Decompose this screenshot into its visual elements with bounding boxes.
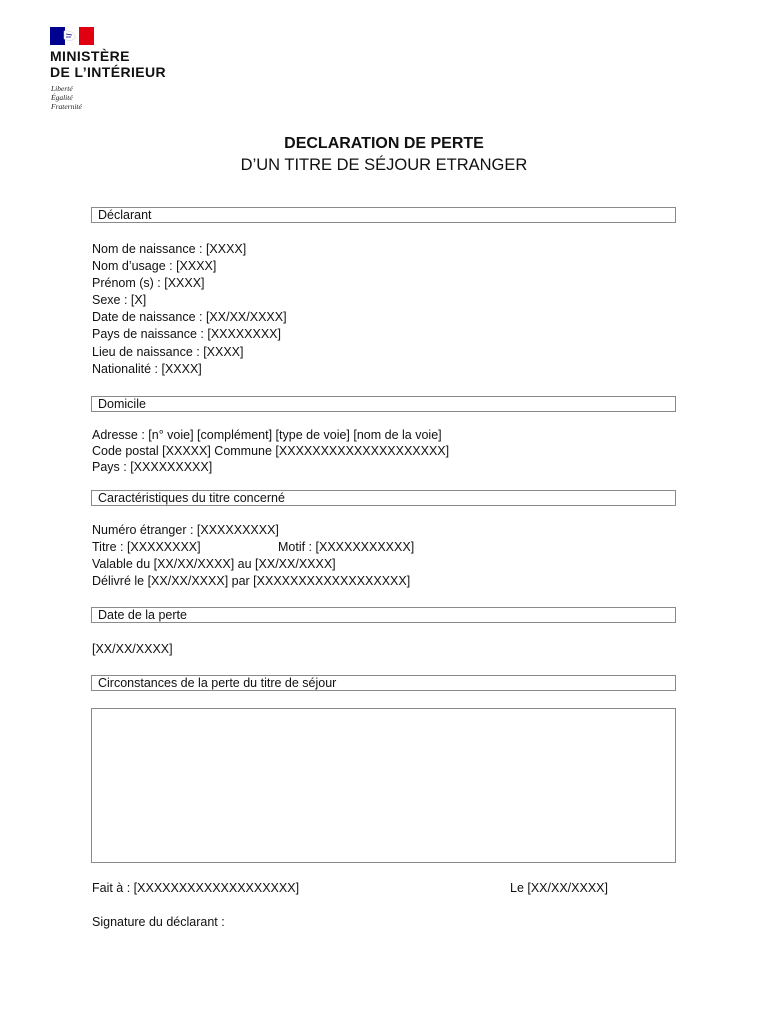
field-valable: Valable du [XX/XX/XXXX] au [XX/XX/XXXX] <box>92 557 336 571</box>
field-motif: Motif : [XXXXXXXXXXX] <box>278 540 415 554</box>
ministry-name-line2: DE L’INTÉRIEUR <box>50 64 167 80</box>
field-sexe: Sexe : [X] <box>92 293 147 307</box>
motto-egalite: Égalité <box>51 93 73 102</box>
field-date-signature: Le [XX/XX/XXXX] <box>510 881 608 895</box>
field-nom-usage: Nom d’usage : [XXXX] <box>92 259 217 273</box>
ministry-name-line1: MINISTÈRE <box>50 48 130 64</box>
field-nom-naissance: Nom de naissance : [XXXX] <box>92 242 247 256</box>
field-nationalite: Nationalité : [XXXX] <box>92 362 202 376</box>
field-lieu-naissance: Lieu de naissance : [XXXX] <box>92 345 244 359</box>
field-pays-naissance: Pays de naissance : [XXXXXXXX] <box>92 327 281 341</box>
document-title: DECLARATION DE PERTE <box>284 135 484 152</box>
field-delivre: Délivré le [XX/XX/XXXX] par [XXXXXXXXXXXXXXXXXX] <box>92 574 411 588</box>
section-header-domicile: Domicile <box>91 396 676 412</box>
section-header-titre: Caractéristiques du titre concerné <box>91 490 676 506</box>
field-date-naissance: Date de naissance : [XX/XX/XXXX] <box>92 310 287 324</box>
field-fait-a: Fait à : [XXXXXXXXXXXXXXXXXXX] <box>92 881 300 895</box>
field-adresse: Adresse : [n° voie] [complément] [type de voie] [nom de la voie] <box>92 428 442 442</box>
field-code-postal-commune: Code postal [XXXXX] Commune [XXXXXXXXXXXXXXXXXXXX] <box>92 444 450 458</box>
document-subtitle: D’UN TITRE DE SÉJOUR ETRANGER <box>240 156 528 174</box>
field-titre: Titre : [XXXXXXXX] <box>92 540 201 554</box>
signature-label: Signature du déclarant : <box>92 915 225 929</box>
field-pays: Pays : [XXXXXXXXX] <box>92 460 213 474</box>
circonstances-text-area[interactable] <box>91 708 676 863</box>
field-numero-etranger: Numéro étranger : [XXXXXXXXX] <box>92 523 279 537</box>
motto-fraternite: Fraternité <box>51 102 82 111</box>
field-prenoms: Prénom (s) : [XXXX] <box>92 276 205 290</box>
marianne-flag-icon <box>50 27 94 45</box>
motto-liberte: Liberté <box>51 84 73 93</box>
field-date-perte: [XX/XX/XXXX] <box>92 642 173 656</box>
section-header-date-perte: Date de la perte <box>91 607 676 623</box>
section-header-declarant: Déclarant <box>91 207 676 223</box>
section-header-circonstances: Circonstances de la perte du titre de séjour <box>91 675 676 691</box>
